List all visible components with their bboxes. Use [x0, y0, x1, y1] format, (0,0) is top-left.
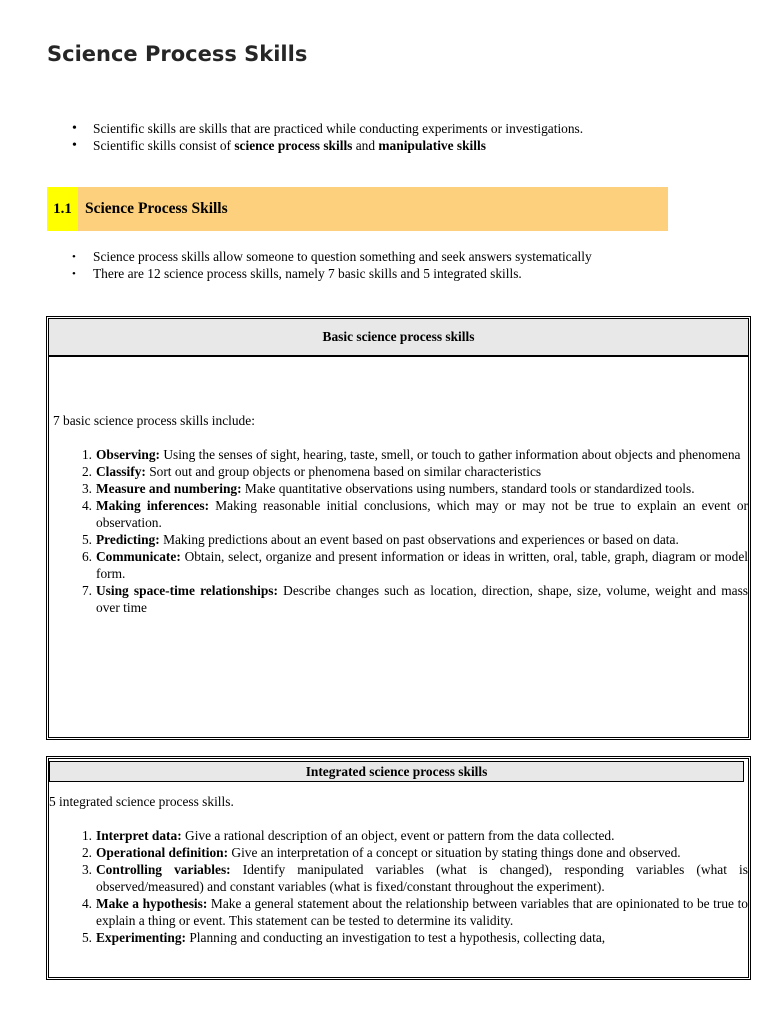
- list-item: [81, 497, 748, 531]
- item-text: Obtain, select, organize and present information or ideas in written, oral, table, graph, diagram or model form.: [96, 549, 748, 581]
- item-text: Making reasonable initial conclusions, which may or may not be true to explain an event or observation.: [96, 498, 748, 530]
- item-number: 5.: [81, 532, 92, 547]
- item-text: Planning and conducting an investigation to test a hypothesis, collecting data,: [186, 930, 606, 945]
- list-item: [81, 531, 748, 548]
- list-item: • Science process skills allow someone to question something and seek answers systematically: [72, 248, 592, 265]
- item-title: Making inferences:: [96, 498, 210, 513]
- item-number: 3.: [81, 862, 92, 877]
- item-number: 2.: [81, 845, 92, 860]
- item-text: Making predictions about an event based on past observations and experiences or based on data.: [159, 532, 679, 547]
- section-bullet-list: [72, 248, 592, 282]
- item-text: Give a rational description of an object, event or pattern from the data collected.: [181, 828, 615, 843]
- list-item: • Scientific skills consist of science process skills and manipulative skills: [72, 137, 583, 154]
- item-title: Classify:: [96, 464, 146, 479]
- list-item: [81, 861, 748, 895]
- item-title: Interpret data:: [96, 828, 182, 843]
- integrated-skills-box: [46, 756, 751, 980]
- item-text: Identify manipulated variables (what is changed), responding variables (what is observed/measured) and constant variables (what is fixed/constant throughout the experiment).: [96, 862, 748, 894]
- item-title: Make a hypothesis:: [96, 896, 208, 911]
- list-item: [81, 446, 748, 463]
- item-number: 7.: [81, 583, 92, 598]
- item-text: Describe changes such as location, direction, shape, size, volume, weight and mass over time: [96, 583, 749, 615]
- page-title: Science Process Skills: [47, 42, 308, 66]
- integrated-skills-intro: 5 integrated science process skills.: [49, 794, 234, 809]
- list-item: [81, 929, 748, 946]
- item-title: Predicting:: [96, 532, 160, 547]
- basic-skills-list: [81, 446, 749, 616]
- integrated-skills-list: [81, 827, 748, 946]
- item-title: Using space-time relationships:: [96, 583, 278, 598]
- item-title: Observing:: [96, 447, 160, 462]
- item-title: Communicate:: [96, 549, 181, 564]
- item-text: Give an interpretation of a concept or situation by stating things done and observed.: [228, 845, 681, 860]
- section-heading: [47, 187, 668, 231]
- item-number: 3.: [81, 481, 92, 496]
- list-item: • There are 12 science process skills, namely 7 basic skills and 5 integrated skills.: [72, 265, 592, 282]
- list-item: [81, 463, 748, 480]
- bold-term: science process skills: [234, 138, 353, 153]
- basic-skills-box: [46, 316, 751, 740]
- item-text: Make a general statement about the relationship between variables that are opinionated to be true to explain a thing or event. This statement can be tested to determine its validity.: [96, 896, 748, 928]
- list-item: [81, 548, 748, 582]
- item-text: Make quantitative observations using numbers, standard tools or standardized tools.: [241, 481, 695, 496]
- item-number: 2.: [81, 464, 92, 479]
- list-item: [81, 895, 748, 929]
- section-number: 1.1: [47, 187, 78, 231]
- list-item: [81, 827, 748, 844]
- item-number: 1.: [81, 828, 92, 843]
- item-title: Measure and numbering:: [96, 481, 242, 496]
- list-item: [81, 844, 748, 861]
- item-title: Operational definition:: [96, 845, 229, 860]
- item-number: 4.: [81, 498, 92, 513]
- item-number: 4.: [81, 896, 92, 911]
- item-number: 5.: [81, 930, 92, 945]
- item-title: Controlling variables:: [96, 862, 231, 877]
- bold-term: manipulative skills: [378, 138, 486, 153]
- item-number: 6.: [81, 549, 92, 564]
- basic-skills-header: Basic science process skills: [49, 319, 748, 357]
- list-item: • Scientific skills are skills that are practiced while conducting experiments or investigations.: [72, 120, 583, 137]
- intro-bullet-list: [72, 120, 583, 154]
- item-text: Using the senses of sight, hearing, taste, smell, or touch to gather information about objects and phenomena: [159, 447, 741, 462]
- item-title: Experimenting:: [96, 930, 187, 945]
- list-item: [81, 480, 748, 497]
- section-title: Science Process Skills: [85, 200, 228, 217]
- list-item: [81, 582, 749, 616]
- item-text: Sort out and group objects or phenomena based on similar characteristics: [145, 464, 542, 479]
- item-number: 1.: [81, 447, 92, 462]
- basic-skills-intro: 7 basic science process skills include:: [53, 413, 255, 428]
- integrated-skills-header: Integrated science process skills: [49, 761, 744, 782]
